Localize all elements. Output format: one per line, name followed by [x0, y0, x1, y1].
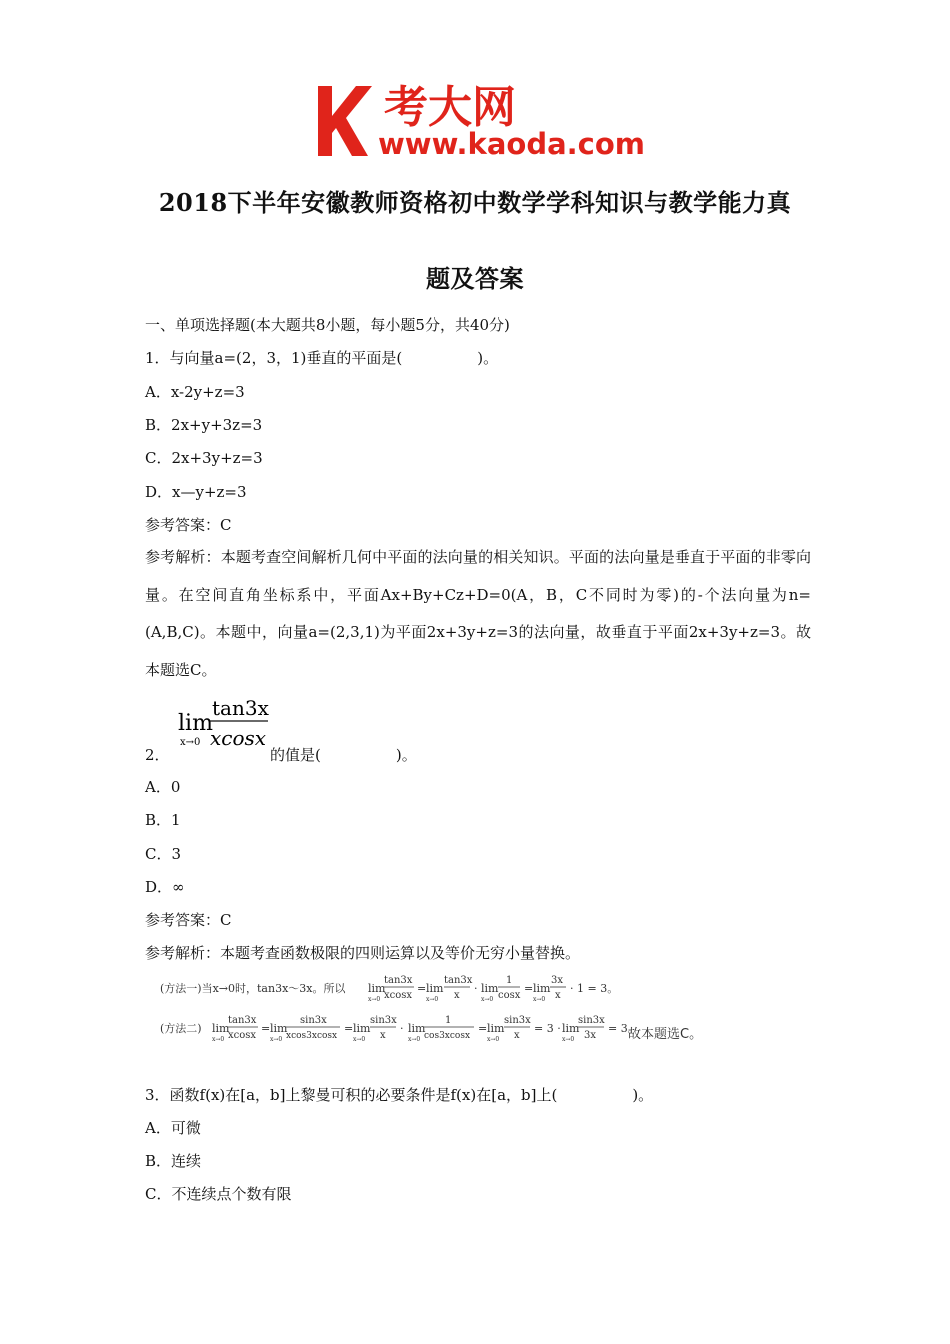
- m2-eq-1: =: [261, 1022, 271, 1035]
- m2-eq-2: =: [344, 1022, 354, 1035]
- q1-answer: 参考答案：C: [145, 516, 232, 534]
- m2-sub-2: x→0: [270, 1036, 283, 1043]
- m1-f1-num: tan3x: [384, 975, 413, 986]
- m2-lim-2: lim: [270, 1022, 288, 1035]
- m1-dot-1: ·: [474, 982, 478, 995]
- q2-stem-suffix: 的值是( )。: [270, 746, 417, 764]
- m1-eq-2: =: [524, 982, 534, 995]
- q2-formula-denominator: xcosx: [210, 726, 267, 750]
- m1-f2-den: x: [454, 990, 460, 1001]
- m1-sub-4: x→0: [533, 996, 546, 1003]
- m2-f6-num: sin3x: [578, 1015, 605, 1026]
- m1-lim-2: lim: [426, 982, 444, 995]
- m1-lim-1: lim: [368, 982, 386, 995]
- q2-option-b: B．1: [145, 811, 181, 829]
- m2-f5-den: x: [514, 1030, 520, 1041]
- q2-formula-numerator: tan3x: [212, 696, 269, 720]
- document-title-line2: 题及答案: [426, 264, 524, 293]
- m2-f3-num: sin3x: [370, 1015, 397, 1026]
- m2-f5-num: sin3x: [504, 1015, 531, 1026]
- q2-limit-formula: [170, 693, 280, 753]
- q2-analysis: 参考解析：本题考查函数极限的四则运算以及等价无穷小量替换。: [145, 944, 581, 962]
- q3-option-a: A．可微: [145, 1119, 201, 1137]
- m1-f2-num: tan3x: [444, 975, 473, 986]
- m1-label: (方法一)当x→0时，tan3x～3x。所以: [160, 982, 346, 995]
- m2-f2-num: sin3x: [300, 1015, 327, 1026]
- m1-f3-den: cosx: [498, 990, 521, 1001]
- q2-option-d: D．∞: [145, 878, 185, 896]
- m2-f1-num: tan3x: [228, 1015, 257, 1026]
- m2-f1-den: xcosx: [228, 1030, 257, 1041]
- logo-k-mark: [318, 86, 372, 156]
- m2-tail: = 3。: [608, 1022, 639, 1035]
- m1-f3-num: 1: [506, 975, 513, 986]
- m2-lim-4: lim: [408, 1022, 426, 1035]
- q2-formula-lim: lim: [178, 711, 213, 736]
- q1-analysis: 参考解析：本题考查空间解析几何中平面的法向量的相关知识。平面的法向量是垂直于平面的非零向量。在空间直角坐标系中，平面Ax+By+Cz+D=0(A，B，C不同时为零)的-个法向量为n=(A,B,C)。本题中，向量a=(2,3,1)为平面2x+3y+z=3的法向量，故垂直于平面2x+3y+z=3。故本题选C。: [145, 548, 811, 679]
- document-title-line1: 2018下半年安徽教师资格初中数学学科知识与教学能力真: [158, 188, 792, 217]
- m1-sub-1: x→0: [368, 996, 381, 1003]
- q2-number: 2．: [145, 746, 170, 764]
- m1-lim-3: lim: [481, 982, 499, 995]
- m1-f4-num: 3x: [551, 975, 564, 986]
- q2-option-a: A．0: [145, 778, 181, 796]
- q2-answer: 参考答案：C: [145, 911, 232, 929]
- q1-stem: 1．与向量a=(2，3，1)垂直的平面是( )。: [145, 349, 499, 367]
- q3-option-c: C．不连续点个数有限: [145, 1185, 292, 1203]
- m1-eq-1: =: [417, 982, 427, 995]
- logo-url-text: www.kaoda.com: [378, 127, 645, 158]
- q2-method1-formula: [158, 970, 628, 1006]
- m2-dot-1: ·: [400, 1022, 404, 1035]
- q2-option-c: C．3: [145, 845, 182, 863]
- m1-tail: · 1 = 3。: [570, 982, 619, 995]
- q2-formula-sub: x→0: [180, 737, 201, 748]
- q3-stem: 3．函数f(x)在[a，b]上黎曼可积的必要条件是f(x)在[a，b]上( )。: [145, 1086, 654, 1104]
- m2-sub-4: x→0: [408, 1036, 421, 1043]
- q1-option-b: B．2x+y+3z=3: [145, 416, 263, 434]
- q3-option-b: B．连续: [145, 1152, 202, 1170]
- m2-sub-6: x→0: [562, 1036, 575, 1043]
- q2-method2-formula: [158, 1010, 718, 1050]
- m2-f4-den: cos3xcosx: [424, 1031, 471, 1041]
- m2-sub-3: x→0: [353, 1036, 366, 1043]
- m1-sub-2: x→0: [426, 996, 439, 1003]
- m2-f3-den: x: [380, 1030, 386, 1041]
- m2-f4-num: 1: [445, 1015, 452, 1026]
- m1-lim-4: lim: [533, 982, 551, 995]
- logo-brand-text: 考大网: [384, 82, 516, 133]
- q1-option-c: C．2x+3y+z=3: [145, 449, 263, 467]
- m2-mid: = 3 ·: [534, 1022, 561, 1035]
- section-heading: 一、单项选择题(本大题共8小题，每小题5分，共40分): [145, 316, 510, 334]
- m2-sub-5: x→0: [487, 1036, 500, 1043]
- m2-lim-1: lim: [212, 1022, 230, 1035]
- m2-lim-5: lim: [487, 1022, 505, 1035]
- m2-lim-3: lim: [353, 1022, 371, 1035]
- q1-option-a: A．x-2y+z=3: [145, 383, 245, 401]
- m2-lim-6: lim: [562, 1022, 580, 1035]
- m2-f6-den: 3x: [584, 1030, 597, 1041]
- m1-sub-3: x→0: [481, 996, 494, 1003]
- kaoda-logo: [318, 78, 648, 158]
- m1-f1-den: xcosx: [384, 990, 413, 1001]
- m1-f4-den: x: [555, 990, 561, 1001]
- m2-conclusion: 故本题选C。: [628, 1027, 703, 1042]
- m2-f2-den: xcos3xcosx: [286, 1031, 338, 1041]
- q1-option-d: D．x—y+z=3: [145, 483, 247, 501]
- m2-sub-1: x→0: [212, 1036, 225, 1043]
- m2-eq-3: =: [478, 1022, 488, 1035]
- m2-label: (方法二): [160, 1022, 202, 1035]
